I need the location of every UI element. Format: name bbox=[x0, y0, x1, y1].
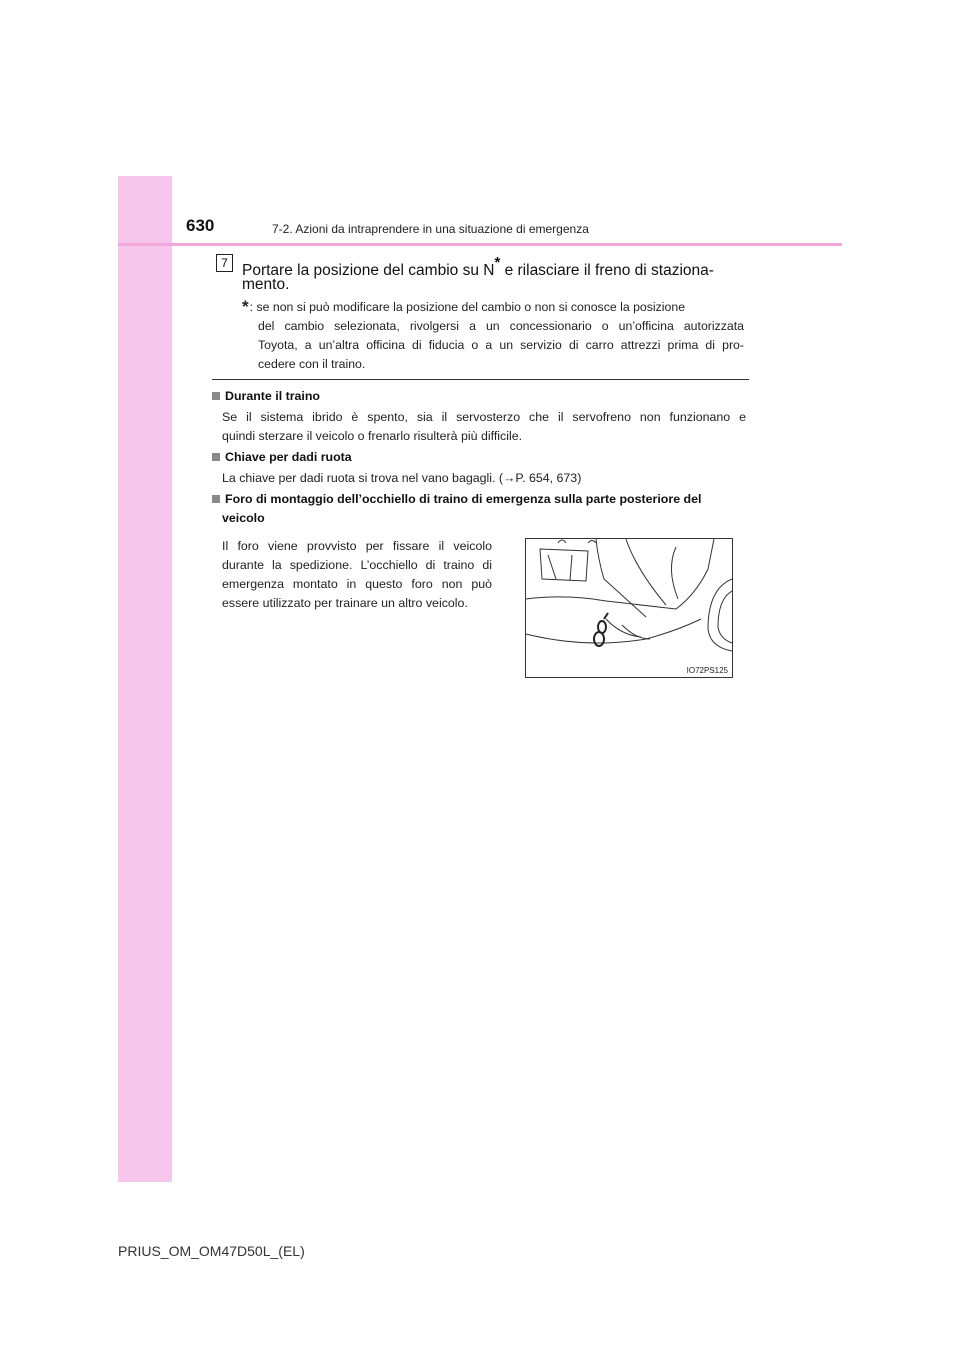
topic-heading-wrench bbox=[212, 450, 352, 464]
side-band bbox=[118, 176, 172, 1182]
topic-heading-tow-eyelet-line2: veicolo bbox=[222, 511, 265, 525]
step-text-line1 bbox=[242, 255, 748, 281]
topic-towing-line2: quindi sterzare il veicolo o frenarlo risulterà più difficile. bbox=[222, 429, 523, 443]
step-text-line2: mento. bbox=[242, 276, 290, 293]
footnote bbox=[242, 296, 744, 374]
footnote-line3: Toyota, a un’altra officina di fiducia o a un servizio di carro attrezzi prima di pro- bbox=[258, 338, 744, 352]
rear-bumper-illustration bbox=[525, 538, 733, 678]
step-number-box: 7 bbox=[216, 254, 233, 272]
topic-heading-towing bbox=[212, 389, 320, 403]
footnote-continuation bbox=[258, 317, 744, 374]
footnote-line1: : se non si può modificare la posizione del cambio o non si conosce la posizione bbox=[249, 300, 686, 314]
topic-heading-text: Durante il traino bbox=[225, 389, 321, 403]
section-divider bbox=[212, 379, 749, 380]
topic-wrench-line1: La chiave per dadi ruota si trova nel vano bagagli. (→P. 654, 673) bbox=[222, 471, 582, 485]
topic-eyelet-line3: emergenza montato in questo foro non può bbox=[222, 577, 492, 591]
rear-bumper-drawing bbox=[526, 539, 732, 677]
header-rule bbox=[118, 243, 842, 246]
bullet-square-icon bbox=[212, 453, 220, 461]
figure-code-label: IO72PS125 bbox=[686, 666, 728, 675]
topic-heading-text: Foro di montaggio dell’occhiello di traino di emergenza sulla parte posteriore del bbox=[225, 492, 702, 506]
footer-document-code: PRIUS_OM_OM47D50L_(EL) bbox=[118, 1243, 305, 1259]
topic-towing-line1: Se il sistema ibrido è spento, sia il servosterzo che il servofreno non funzionano e bbox=[222, 410, 746, 424]
topic-heading-tow-eyelet bbox=[212, 492, 749, 506]
step-text-part-a: Portare la posizione del cambio su N bbox=[242, 262, 495, 280]
footnote-line2: del cambio selezionata, rivolgersi a un concessionario o un’officina autorizzata bbox=[258, 319, 744, 333]
page-number: 630 bbox=[186, 216, 215, 235]
footnote-asterisk: * bbox=[242, 297, 249, 316]
bullet-square-icon bbox=[212, 392, 220, 400]
topic-eyelet-line2: durante la spedizione. L’occhiello di traino di bbox=[222, 558, 492, 572]
topic-heading-text: Chiave per dadi ruota bbox=[225, 450, 352, 464]
footnote-line4: cedere con il traino. bbox=[258, 357, 366, 371]
section-title: 7-2. Azioni da intraprendere in una situazione di emergenza bbox=[272, 222, 589, 236]
topic-eyelet-line1: Il foro viene provvisto per fissare il veicolo bbox=[222, 539, 492, 553]
topic-eyelet-line4: essere utilizzato per trainare un altro veicolo. bbox=[222, 596, 468, 610]
bullet-square-icon bbox=[212, 495, 220, 503]
step-asterisk: * bbox=[494, 254, 501, 271]
step-text-part-b: e rilasciare il freno di staziona- bbox=[500, 262, 714, 280]
